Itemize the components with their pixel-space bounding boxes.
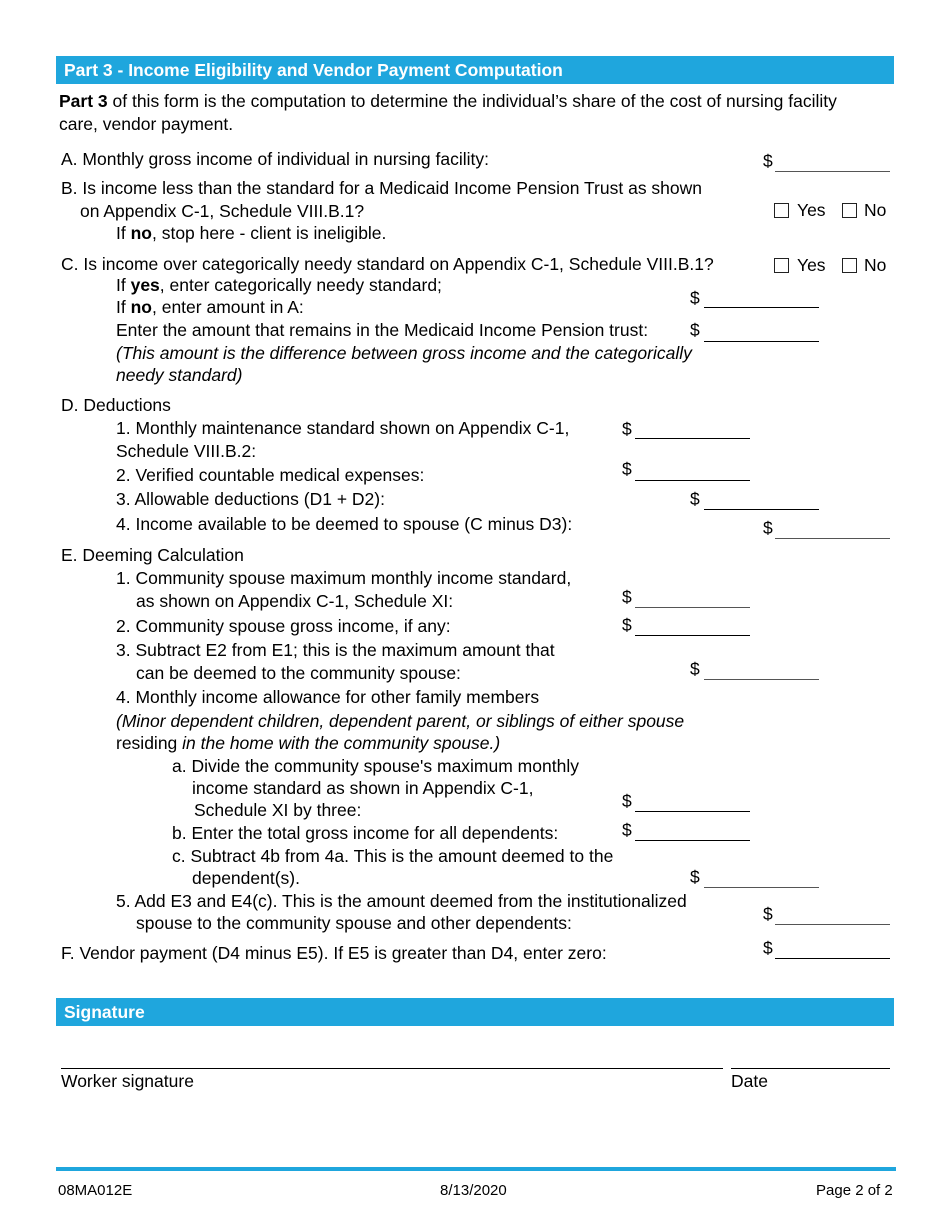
item-d1-line-1: 1. Monthly maintenance standard shown on Appendix C-1, xyxy=(116,418,570,438)
item-b-yes-checkbox[interactable] xyxy=(774,203,789,218)
item-c-if-no xyxy=(116,296,304,318)
item-a-text: A. Monthly gross income of individual in nursing facility: xyxy=(61,149,489,169)
item-e4-note-1-text: (Minor dependent children, dependent parent, or siblings of either spouse xyxy=(116,711,685,731)
item-e4a-dollar: $ xyxy=(622,791,632,811)
item-b-line-1: B. Is income less than the standard for a Medicaid Income Pension Trust as shown xyxy=(61,178,703,198)
item-e5-line-1: 5. Add E3 and E4(c). This is the amount deemed from the institutionalized xyxy=(116,891,687,911)
item-e4a-line-1: a. Divide the community spouse's maximum monthly xyxy=(172,756,579,776)
item-c-remain-text: Enter the amount that remains in the Medicaid Income Pension trust: xyxy=(116,320,649,340)
item-e1-line-1: 1. Community spouse maximum monthly income standard, xyxy=(116,568,572,588)
item-c-if-yes-pre: If xyxy=(116,275,131,295)
item-c-no-checkbox[interactable] xyxy=(842,258,857,273)
item-e5-line-2: spouse to the community spouse and other dependents: xyxy=(136,913,572,933)
intro-rest: of this form is the computation to determine the individual’s share of the cost of nursing facility xyxy=(107,91,837,111)
item-e4-note-1 xyxy=(116,710,684,732)
item-d3-dollar: $ xyxy=(690,489,700,509)
item-c-no-bold: no xyxy=(130,297,152,317)
signature-date-label: Date xyxy=(731,1071,768,1091)
item-c-if-no-post: , enter amount in A: xyxy=(151,297,304,317)
item-e5-dollar: $ xyxy=(763,904,773,924)
item-d2-dollar: $ xyxy=(622,459,632,479)
item-e4b-dollar: $ xyxy=(622,820,632,840)
item-b-no-bold: no xyxy=(130,223,152,243)
item-c-if-yes-post: , enter categorically needy standard; xyxy=(159,275,442,295)
item-c-note-1-text: (This amount is the difference between gross income and the categorically xyxy=(116,343,692,363)
item-e1-dollar: $ xyxy=(622,587,632,607)
intro-line-1 xyxy=(59,90,837,112)
item-e4-text: 4. Monthly income allowance for other family members xyxy=(116,687,540,707)
item-c-no-label: No xyxy=(864,255,887,275)
item-f-dollar: $ xyxy=(763,938,773,958)
item-d1-line-2: Schedule VIII.B.2: xyxy=(116,441,257,461)
item-f-field[interactable] xyxy=(775,958,890,959)
item-c-note-2 xyxy=(116,364,242,386)
item-a-dollar: $ xyxy=(763,151,773,171)
item-e4c-line-1: c. Subtract 4b from 4a. This is the amount deemed to the xyxy=(172,846,614,866)
item-d2-text: 2. Verified countable medical expenses: xyxy=(116,465,425,485)
footer-date: 8/13/2020 xyxy=(440,1182,507,1199)
item-d3-field[interactable] xyxy=(704,509,819,510)
item-d1-field[interactable] xyxy=(635,438,750,439)
item-e4a-line-2: income standard as shown in Appendix C-1, xyxy=(192,778,534,798)
item-f-text: F. Vendor payment (D4 minus E5). If E5 is greater than D4, enter zero: xyxy=(61,943,607,963)
item-e3-dollar: $ xyxy=(690,659,700,679)
item-d2-field[interactable] xyxy=(635,480,750,481)
item-d4-field[interactable] xyxy=(775,538,890,539)
item-e4a-field[interactable] xyxy=(635,811,750,812)
item-d4-text: 4. Income available to be deemed to spouse (C minus D3): xyxy=(116,514,573,534)
item-c-yes-label: Yes xyxy=(797,255,826,275)
item-e4a-line-3: Schedule XI by three: xyxy=(194,800,362,820)
item-b-stop: , stop here - client is ineligible. xyxy=(151,223,387,243)
item-c-remain-field[interactable] xyxy=(704,341,819,342)
item-c-yes-bold: yes xyxy=(130,275,160,295)
item-c-if-no-pre: If xyxy=(116,297,131,317)
footer-rule xyxy=(56,1167,896,1171)
worker-signature-field[interactable] xyxy=(61,1068,723,1069)
intro-line-2: care, vendor payment. xyxy=(59,114,234,134)
item-b-if: If xyxy=(116,223,131,243)
item-e1-line-2: as shown on Appendix C-1, Schedule XI: xyxy=(136,591,454,611)
worker-signature-label: Worker signature xyxy=(61,1071,194,1091)
item-c-standard-dollar: $ xyxy=(690,288,700,308)
item-e4b-field[interactable] xyxy=(635,840,750,841)
part3-header: Part 3 - Income Eligibility and Vendor Payment Computation xyxy=(56,56,894,84)
item-e4-note-2-italic: in the home with the community spouse.) xyxy=(182,733,501,753)
item-c-note-1 xyxy=(116,342,692,364)
item-d4-dollar: $ xyxy=(763,518,773,538)
footer-page-number: Page 2 of 2 xyxy=(816,1182,893,1199)
item-c-note-2-text: needy standard) xyxy=(116,365,243,385)
item-d-title: D. Deductions xyxy=(61,395,171,415)
item-e4c-field[interactable] xyxy=(704,887,819,888)
item-b-yes-label: Yes xyxy=(797,200,826,220)
intro-bold: Part 3 xyxy=(59,91,108,111)
signature-header: Signature xyxy=(56,998,894,1026)
item-e2-text: 2. Community spouse gross income, if any: xyxy=(116,616,451,636)
item-e5-field[interactable] xyxy=(775,924,890,925)
signature-date-field[interactable] xyxy=(731,1068,890,1069)
item-b-no-checkbox[interactable] xyxy=(842,203,857,218)
item-d1-dollar: $ xyxy=(622,419,632,439)
item-e4c-line-2: dependent(s). xyxy=(192,868,300,888)
item-e4b-text: b. Enter the total gross income for all dependents: xyxy=(172,823,559,843)
item-b-line-2: on Appendix C-1, Schedule VIII.B.1? xyxy=(80,201,365,221)
item-c-remain-dollar: $ xyxy=(690,320,700,340)
footer-form-id: 08MA012E xyxy=(58,1182,133,1199)
item-e2-dollar: $ xyxy=(622,615,632,635)
item-b-line-3 xyxy=(116,222,386,244)
item-e1-field[interactable] xyxy=(635,607,750,608)
item-e-title: E. Deeming Calculation xyxy=(61,545,244,565)
item-c-yes-checkbox[interactable] xyxy=(774,258,789,273)
item-e3-field[interactable] xyxy=(704,679,819,680)
item-a-amount-field[interactable] xyxy=(775,171,890,172)
item-e3-line-2: can be deemed to the community spouse: xyxy=(136,663,461,683)
item-d3-text: 3. Allowable deductions (D1 + D2): xyxy=(116,489,385,509)
item-b-no-label: No xyxy=(864,200,887,220)
item-c-line-1: C. Is income over categorically needy standard on Appendix C-1, Schedule VIII.B.1? xyxy=(61,254,714,274)
item-e4c-dollar: $ xyxy=(690,867,700,887)
item-e4-note-2 xyxy=(116,732,500,754)
item-c-standard-field[interactable] xyxy=(704,307,819,308)
item-e4-note-2-plain: residing xyxy=(116,733,183,753)
item-e3-line-1: 3. Subtract E2 from E1; this is the maximum amount that xyxy=(116,640,555,660)
item-e2-field[interactable] xyxy=(635,635,750,636)
item-c-if-yes xyxy=(116,274,442,296)
